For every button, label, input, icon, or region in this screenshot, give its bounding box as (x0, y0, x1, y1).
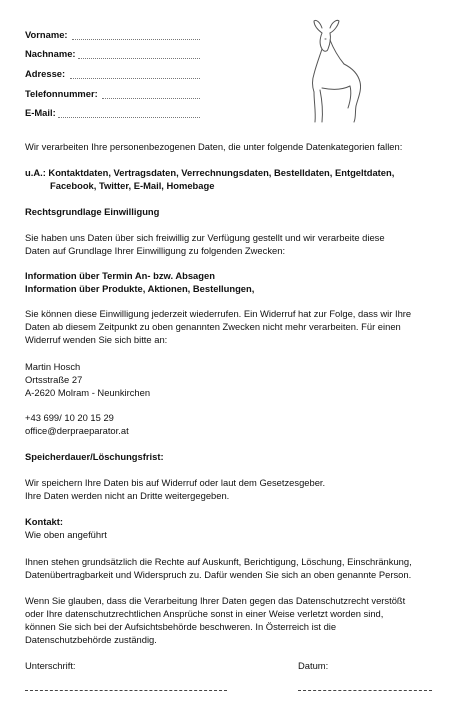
revocation-line-3: Widerruf wenden Sie sich bitte an: (25, 334, 168, 345)
datum-label: Datum: (298, 660, 329, 671)
unterschrift-line[interactable] (25, 690, 227, 691)
contact-person-city: A-2620 Molram - Neunkirchen (25, 387, 151, 398)
adresse-field[interactable] (70, 78, 200, 79)
storage-line-2: Ihre Daten werden nicht an Dritte weitergegeben. (25, 490, 230, 501)
vorname-label: Vorname: (25, 29, 68, 40)
rights-line-2: Datenübertragbarkeit und Widerspruch zu. Dafür wenden Sie sich an oben genannte Person. (25, 569, 412, 580)
intro-text: Wir verarbeiten Ihre personenbezogenen Daten, die unter folgende Datenkategorien fallen: (25, 141, 403, 152)
contact-person-phone: +43 699/ 10 20 15 29 (25, 412, 114, 423)
legal-basis-line-1: Sie haben uns Daten über sich freiwillig zur Verfügung gestellt und wir verarbeite diese (25, 232, 385, 243)
complaint-line-2: oder Ihre datenschutzrechtlichen Ansprüche sonst in einer Weise verletzt worden sind, (25, 608, 384, 619)
contact-text: Wie oben angeführt (25, 529, 107, 540)
storage-line-1: Wir speichern Ihre Daten bis auf Widerruf oder laut dem Gesetzesgeber. (25, 477, 326, 488)
deer-logo-icon (292, 18, 372, 126)
rights-line-1: Ihnen stehen grundsätzlich die Rechte auf Auskunft, Berichtigung, Löschung, Einschränkung, (25, 556, 412, 567)
legal-basis-line-2: Daten auf Grundlage Ihrer Einwilligung zu folgenden Zwecken: (25, 245, 286, 256)
revocation-line-1: Sie können diese Einwilligung jederzeit wiederrufen. Ein Widerruf hat zur Folge, dass wir Ihre (25, 308, 412, 319)
contact-heading: Kontakt: (25, 516, 64, 527)
purpose-1: Information über Termin An- bzw. Absagen (25, 270, 215, 281)
complaint-line-1: Wenn Sie glauben, dass die Verarbeitung Ihrer Daten gegen das Datenschutzrecht verstößt (25, 595, 406, 606)
purpose-2: Information über Produkte, Aktionen, Bestellungen, (25, 283, 255, 294)
complaint-line-4: Datenschutzbehörde zuständig. (25, 634, 157, 645)
vorname-field[interactable] (72, 39, 200, 40)
adresse-label: Adresse: (25, 68, 66, 79)
telefon-field[interactable] (102, 98, 200, 99)
email-field[interactable] (58, 117, 200, 118)
revocation-line-2: Daten ab diesem Zeitpunkt zu oben genannten Zwecken nicht mehr verarbeiten. Für einen (25, 321, 401, 332)
datum-line[interactable] (298, 690, 432, 691)
categories-line-1: u.A.: Kontaktdaten, Vertragsdaten, Verrechnungsdaten, Bestelldaten, Entgeltdaten, (25, 167, 395, 178)
nachname-field[interactable] (78, 58, 200, 59)
storage-heading: Speicherdauer/Löschungsfrist: (25, 451, 164, 462)
complaint-line-3: können Sie sich bei der Aufsichtsbehörde beschweren. In Österreich ist die (25, 621, 337, 632)
telefon-label: Telefonnummer: (25, 88, 98, 99)
nachname-label: Nachname: (25, 48, 76, 59)
categories-line-2: Facebook, Twitter, E-Mail, Homebage (50, 180, 215, 191)
contact-person-street: Ortsstraße 27 (25, 374, 83, 385)
unterschrift-label: Unterschrift: (25, 660, 76, 671)
contact-person-email: office@derpraeparator.at (25, 425, 129, 436)
email-label: E-Mail: (25, 107, 56, 118)
contact-person-name: Martin Hosch (25, 361, 81, 372)
legal-basis-heading: Rechtsgrundlage Einwilligung (25, 206, 160, 217)
